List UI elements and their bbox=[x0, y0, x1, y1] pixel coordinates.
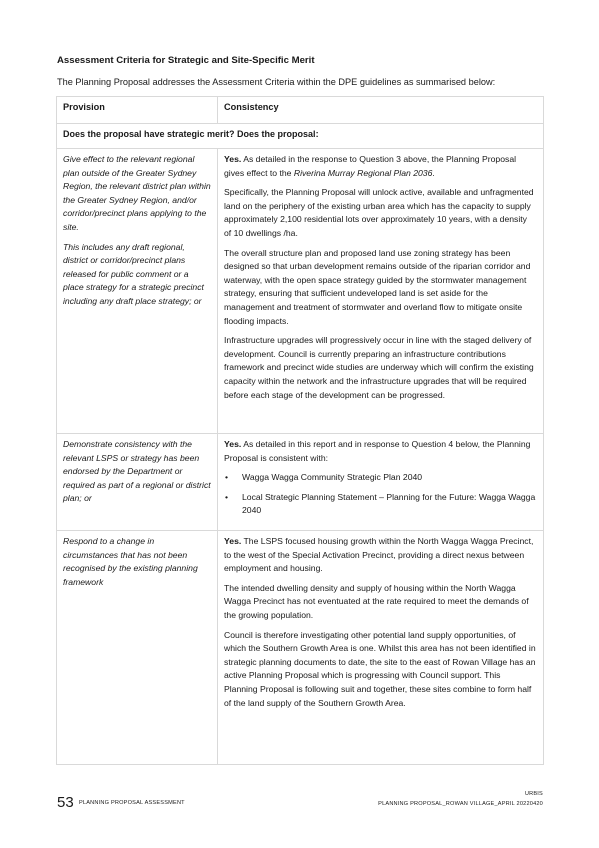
consistency-paragraph: The intended dwelling density and supply of housing within the North Wagga Wagga Precinct has not eventuated at the rate required to meet the demands of the growing population. bbox=[224, 582, 529, 620]
consistency-paragraph: Council is therefore investigating other potential land supply opportunities, of which the Southern Growth Area is one. Whilst this area has not been identified in strategic planning documents to date, the site to the east of Rowan Village has an active Planning Proposal which is progressing with Council support. This Planning Proposal is following suit and together, these sites combine to form half of the land supply of the Southern Growth Area. bbox=[224, 629, 536, 708]
consistency-paragraph: Infrastructure upgrades will progressively occur in line with the staged delivery of development. Council is currently preparing an infrastructure contributions framework and precinct wide studies are underway which will confirm the existing capacity within the network and the infrastructure upgrades that will be required before each stage of the development can be progressed. bbox=[224, 335, 534, 400]
header-consistency: Consistency bbox=[218, 97, 544, 124]
footer-document-title: PLANNING PROPOSAL_ROWAN VILLAGE_APRIL 20220420 bbox=[378, 801, 543, 807]
consistency-paragraph bbox=[224, 438, 536, 465]
consistency-paragraph: Specifically, the Planning Proposal will unlock active, available and unfragmented land on the periphery of the existing urban area which has the capacity to supply approximately 2,100 residential lots over approximately 10 years, with a density of 10 dwellings /ha. bbox=[224, 187, 534, 238]
intro-text: The Planning Proposal addresses the Assessment Criteria within the DPE guidelines as summarised below: bbox=[57, 77, 496, 87]
table-row bbox=[57, 434, 544, 531]
provision-text: Demonstrate consistency with the relevant LSPS or strategy has been endorsed by the Department or required as part of a regional or district plan; or bbox=[63, 439, 211, 504]
provision-cell bbox=[57, 531, 218, 765]
provision-text: Respond to a change in circumstances that has not been recognised by the existing planning framework bbox=[63, 536, 198, 587]
provision-cell bbox=[57, 149, 218, 434]
list-item-text: Wagga Wagga Community Strategic Plan 2040 bbox=[242, 472, 423, 483]
consistency-paragraph: The overall structure plan and proposed land use zoning strategy has been designed so that urban development remains outside of the riparian corridor and waterway, with the open space strategy guided by the stormwater management strategy, ensuring that sufficient undeveloped land is set aside for the management and treatment of stormwater and overland flow to mitigate onsite flooding impacts. bbox=[224, 247, 531, 326]
section-heading: Assessment Criteria for Strategic and Site-Specific Merit bbox=[57, 55, 315, 66]
yes-label: Yes. bbox=[224, 439, 242, 449]
provision-cell bbox=[57, 434, 218, 531]
yes-label: Yes. bbox=[224, 536, 242, 546]
plan-list bbox=[224, 471, 536, 518]
consistency-text: . bbox=[432, 167, 435, 178]
provision-text: This includes any draft regional, district or corridor/precinct plans released for public comment or a place strategy for a strategic precinct including any draft place strategy; or bbox=[63, 241, 204, 306]
header-provision: Provision bbox=[57, 97, 218, 124]
bullet-icon: • bbox=[225, 472, 229, 483]
table-row bbox=[57, 149, 544, 434]
footer-section-title: PLANNING PROPOSAL ASSESSMENT bbox=[79, 800, 185, 806]
consistency-cell bbox=[218, 149, 544, 434]
bullet-icon: • bbox=[225, 491, 229, 502]
consistency-cell bbox=[218, 434, 544, 531]
consistency-text: The LSPS focused housing growth within the North Wagga Wagga Precinct, to the west of the Special Activation Precinct, providing a direct nexus between employment and housing. bbox=[224, 536, 534, 574]
footer-brand: URBIS bbox=[524, 791, 543, 797]
consistency-text: As detailed in this report and in response to Question 4 below, the Planning Proposal is consistent with: bbox=[224, 439, 531, 463]
assessment-criteria-table bbox=[56, 96, 544, 765]
consistency-paragraph bbox=[224, 153, 536, 180]
consistency-paragraph bbox=[224, 535, 536, 576]
page-number: 53 bbox=[57, 794, 74, 811]
list-item bbox=[224, 491, 536, 518]
table-header-row bbox=[57, 97, 544, 124]
strategic-merit-question: Does the proposal have strategic merit? Does the proposal: bbox=[57, 124, 544, 149]
yes-label: Yes. bbox=[224, 154, 242, 164]
list-item-text: Local Strategic Planning Statement – Planning for the Future: Wagga Wagga 2040 bbox=[242, 491, 536, 516]
table-row bbox=[57, 531, 544, 765]
plan-title: Riverina Murray Regional Plan 2036 bbox=[293, 167, 433, 178]
provision-text: Give effect to the relevant regional plan outside of the Greater Sydney Region, the relevant district plan within the Greater Sydney Region, and/or corridor/precinct plans applying to the site. bbox=[63, 154, 211, 232]
list-item bbox=[224, 471, 536, 485]
question-row bbox=[57, 124, 544, 149]
consistency-cell bbox=[218, 531, 544, 765]
consistency-text: As detailed in the response to Question 3 above, the Planning Proposal gives effect to the bbox=[224, 154, 517, 178]
